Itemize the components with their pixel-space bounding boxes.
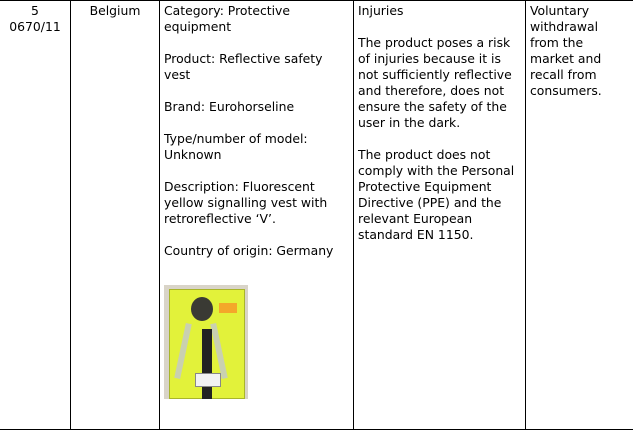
photo-detail <box>219 303 237 313</box>
product-photo <box>164 285 248 399</box>
product-name: Product: Reflective safety vest <box>164 51 349 83</box>
row-number: 5 <box>4 3 66 19</box>
product-description: Description: Fluorescent yellow signalling vest with retroreflective ‘V’. <box>164 179 349 227</box>
product-brand: Brand: Eurohorseline <box>164 99 349 115</box>
measures-cell <box>526 1 633 430</box>
notification-number-cell <box>0 1 71 430</box>
reference-number: 0670/11 <box>4 19 66 35</box>
photo-detail <box>202 329 212 399</box>
product-origin: Country of origin: Germany <box>164 243 349 259</box>
table-row <box>0 1 633 430</box>
product-category: Category: Protective equipment <box>164 3 349 35</box>
risk-description: The product poses a risk of injuries because it is not sufficiently reflective and therefore, does not ensure the safety of the user in the dark. <box>358 35 521 131</box>
country-cell <box>71 1 160 430</box>
photo-detail <box>195 373 221 387</box>
product-model: Type/number of model: Unknown <box>164 131 349 163</box>
measures-text: Voluntary withdrawal from the market and recall from consumers. <box>530 3 629 99</box>
photo-detail <box>191 297 213 321</box>
notifying-country: Belgium <box>75 3 155 19</box>
risk-cell <box>354 1 526 430</box>
risk-type: Injuries <box>358 3 521 19</box>
risk-compliance: The product does not comply with the Personal Protective Equipment Directive (PPE) and the relevant European standard EN 1150. <box>358 147 521 243</box>
product-cell <box>160 1 354 430</box>
